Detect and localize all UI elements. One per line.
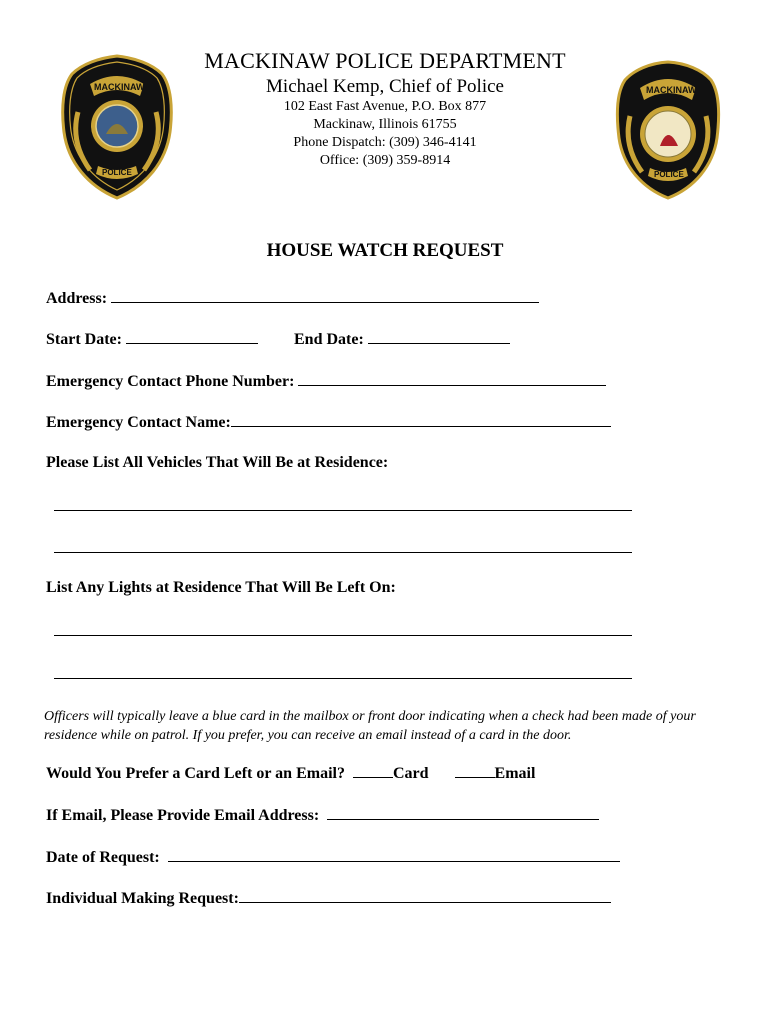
badge-bottom-text: POLICE xyxy=(102,168,132,177)
email-address-label: If Email, Please Provide Email Address: xyxy=(46,807,320,824)
card-option-label: Card xyxy=(392,765,429,782)
start-date-label: Start Date: xyxy=(46,331,122,348)
email-option-blank[interactable] xyxy=(455,763,495,778)
individual-field[interactable] xyxy=(239,888,611,903)
start-date-field[interactable] xyxy=(126,329,258,344)
address-row xyxy=(46,288,539,308)
vehicles-line-2[interactable] xyxy=(54,552,632,553)
preference-label: Would You Prefer a Card Left or an Email? xyxy=(46,765,345,782)
emergency-phone-field[interactable] xyxy=(298,371,606,386)
individual-label: Individual Making Request: xyxy=(46,890,239,907)
date-of-request-field[interactable] xyxy=(168,847,620,862)
preference-row xyxy=(46,763,535,783)
emergency-name-row xyxy=(46,412,611,432)
badge-bottom-text: POLICE xyxy=(654,170,684,179)
end-date-field[interactable] xyxy=(368,329,510,344)
end-date-row xyxy=(294,329,510,349)
lights-line-1[interactable] xyxy=(54,635,632,636)
end-date-label: End Date: xyxy=(294,331,364,348)
chief-name: Michael Kemp, Chief of Police xyxy=(266,76,504,97)
emergency-name-field[interactable] xyxy=(231,412,611,427)
badge-top-text: MACKINAW xyxy=(94,82,145,92)
patrol-note: Officers will typically leave a blue card in the mailbox or front door indicating when a check had been made of your residence while on patrol. If you prefer, you can receive an email instead of a card in the door. xyxy=(44,709,696,743)
email-address-row xyxy=(46,805,599,825)
date-of-request-label: Date of Request: xyxy=(46,849,160,866)
office-phone: Office: (309) 359-8914 xyxy=(319,153,451,168)
vehicles-label: Please List All Vehicles That Will Be at Residence: xyxy=(46,454,389,471)
lights-line-2[interactable] xyxy=(54,678,632,679)
form-title: HOUSE WATCH REQUEST xyxy=(266,240,504,261)
lights-label: List Any Lights at Residence That Will Be Left On: xyxy=(46,579,396,596)
individual-row xyxy=(46,888,611,908)
email-option-label: Email xyxy=(494,765,536,782)
emergency-phone-row xyxy=(46,371,606,391)
phone-dispatch: Phone Dispatch: (309) 346-4141 xyxy=(293,135,477,150)
vehicles-line-1[interactable] xyxy=(54,510,632,511)
address-label: Address: xyxy=(46,290,108,307)
emergency-name-label: Emergency Contact Name: xyxy=(46,414,231,431)
address-field[interactable] xyxy=(111,288,539,303)
email-address-field[interactable] xyxy=(327,805,599,820)
badge-top-text: MACKINAW xyxy=(646,85,697,95)
address-line-2: Mackinaw, Illinois 61755 xyxy=(313,117,457,132)
date-of-request-row xyxy=(46,847,620,867)
address-line-1: 102 East Fast Avenue, P.O. Box 877 xyxy=(283,99,487,114)
start-date-row xyxy=(46,329,258,349)
emergency-phone-label: Emergency Contact Phone Number: xyxy=(46,373,295,390)
department-name: MACKINAW POLICE DEPARTMENT xyxy=(204,48,566,73)
card-option-blank[interactable] xyxy=(353,763,393,778)
